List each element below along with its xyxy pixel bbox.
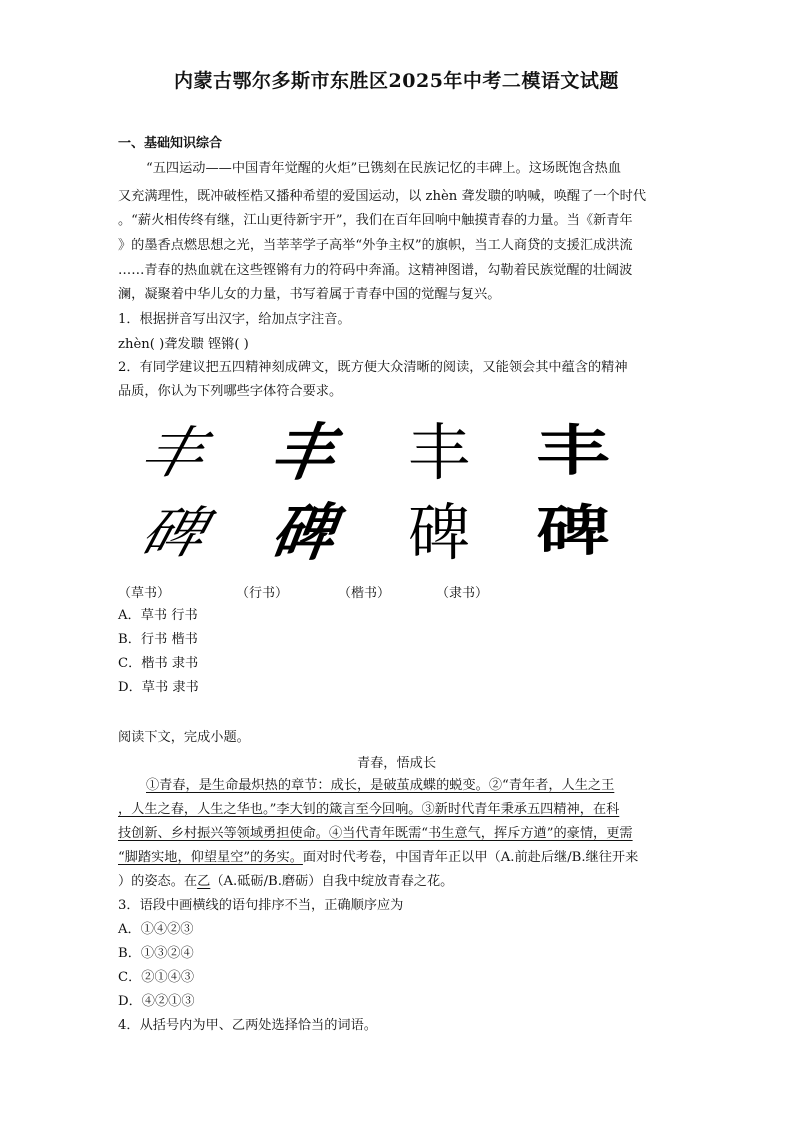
article-line — [118, 872, 453, 892]
blank-yi: 乙 — [197, 874, 211, 889]
page-title: 内蒙古鄂尔多斯市东胜区2025年中考二模语文试题 — [174, 70, 619, 92]
calligraphy-char: 丰 — [133, 419, 213, 486]
calligraphy-char: 碑 — [407, 496, 470, 569]
caption-cursive: （草书） — [118, 586, 171, 601]
option-d: D．草书 隶书 — [118, 680, 199, 695]
passage-line: ……青春的热血就在这些铿锵有力的符码中奔涌。这精神图谱，勾勒着民族觉醒的壮阔波 — [118, 263, 633, 278]
article-title: 青春，悟成长 — [356, 756, 437, 771]
section-heading: 一、基础知识综合 — [118, 136, 223, 151]
passage-line: 》的墨香点燃思想之光，当莘莘学子高举“外争主权”的旗帜，当工人商贷的支援汇成洪流 — [118, 238, 633, 253]
article-text: （A.砥砺/B.磨砺）自我中绽放青春之花。 — [210, 874, 454, 889]
question-4: 4．从括号内为甲、乙两处选择恰当的词语。 — [118, 1018, 377, 1033]
option-b: B．行书 楷书 — [118, 632, 198, 647]
caption-clerical: （隶书） — [436, 586, 489, 601]
caption-running: （行书） — [236, 586, 289, 601]
article-text: 面对时代考卷，中国青年正以甲（A.前赴后继/B.继往开来 — [302, 850, 639, 865]
question-2-cont: 品质，你认为下列哪些字体符合要求。 — [118, 384, 343, 399]
calligraphy-char: 丰 — [536, 418, 610, 483]
calligraphy-char: 碑 — [266, 496, 340, 569]
question-2: 2．有同学建议把五四精神刻成碑文，既方便大众清晰的阅读，又能领会其中蕴含的精神 — [118, 360, 628, 375]
article-text: ）的姿态。在 — [118, 874, 198, 889]
option-c: C．楷书 隶书 — [118, 656, 199, 671]
passage-line: 。“薪火相传终有继，江山更待新宇开”，我们在百年回响中触摸青春的力量。当《新青年 — [118, 213, 633, 228]
passage-line: “五四运动——中国青年觉醒的火炬”已镌刻在民族记忆的丰碑上。这场既饱含热血 — [146, 161, 622, 176]
question-1-blanks: zhèn( )聋发聩 铿锵( ) — [118, 337, 249, 352]
calligraphy-char: 丰 — [266, 416, 340, 489]
reading-intro: 阅读下文，完成小题。 — [118, 730, 250, 745]
calligraphy-char: 碑 — [133, 499, 213, 566]
underlined-sentence: 技创新、乡村振兴等领域勇担使命。④当代青年既需“书生意气，挥斥方遒”的豪情，更需 — [118, 826, 633, 841]
article-line: ①青春，是生命最炽热的章节：成长，是破茧成蝶的蜕变。②“青年者，人生之王 — [146, 778, 615, 793]
calligraphy-char: 碑 — [536, 498, 610, 563]
passage-line: 又充满理性，既冲破桎梏又播种希望的爱国运动，以 zhèn 聋发聩的呐喊，唤醒了一个时代 — [118, 189, 647, 204]
article-line — [118, 824, 633, 844]
option-a: A．①④②③ — [118, 922, 194, 937]
article-line: ，人生之春，人生之华也。”李大钊的箴言至今回响。③新时代青年秉承五四精神，在科 — [118, 802, 620, 817]
passage-line: 澜，凝聚着中华儿女的力量，书写着属于青春中国的觉醒与复兴。 — [118, 287, 501, 302]
option-c: C．②①④③ — [118, 970, 195, 985]
caption-regular: （楷书） — [338, 586, 391, 601]
option-b: B．①③②④ — [118, 946, 194, 961]
question-3: 3．语段中画横线的语句排序不当，正确顺序应为 — [118, 898, 404, 913]
option-d: D．④②①③ — [118, 994, 195, 1009]
question-1: 1．根据拼音写出汉字，给加点字注音。 — [118, 312, 351, 327]
option-a: A．草书 行书 — [118, 608, 198, 623]
underlined-sentence: “脚踏实地，仰望星空”的务实。 — [118, 850, 303, 865]
article-line — [118, 848, 638, 868]
calligraphy-char: 丰 — [407, 416, 470, 489]
